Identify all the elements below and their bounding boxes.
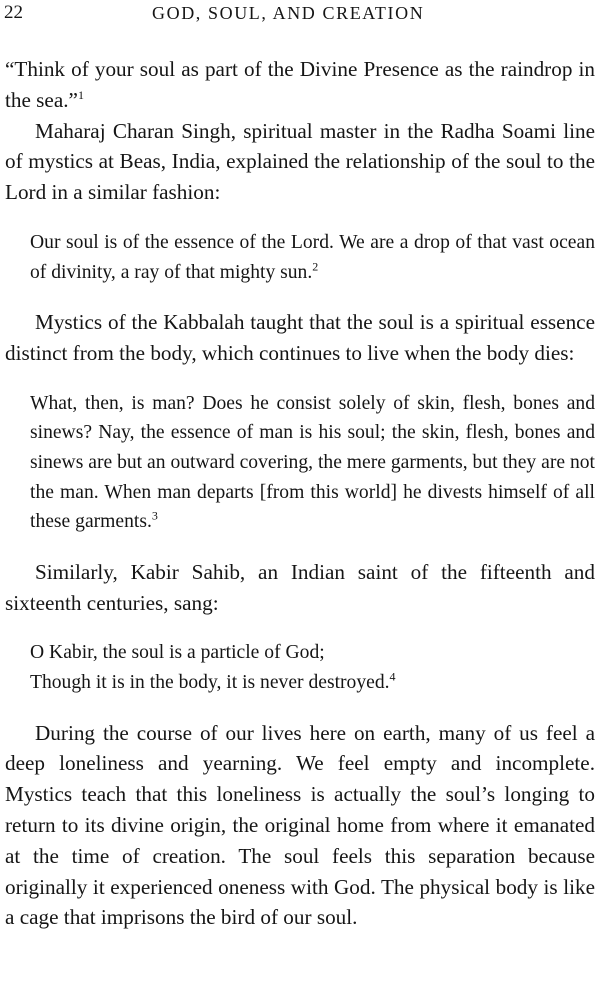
footnote-marker: 3 <box>151 508 158 523</box>
paragraph-kabir: Similarly, Kabir Sahib, an Indian saint of the fifteenth and sixteenth centuries, sang: <box>5 559 595 615</box>
block-quote-charan-singh <box>30 228 595 287</box>
block-quote-kabir <box>30 638 595 697</box>
page-number: 22 <box>4 2 23 23</box>
quote-text: What, then, is man? Does he consist solely of skin, flesh, bones and sinews? Nay, the essence of man is his soul; the skin, flesh, bones and sinews are but an outward covering, the mere garments, but they are not the man. When man departs [from this world] he divests himself of all these garments. <box>30 392 595 533</box>
paragraph-loneliness: During the course of our lives here on earth, many of us feel a deep loneliness and yearning. We feel empty and incomplete. Mystics teach that this loneliness is actually the soul’s longing to return to its divine origin, the original home from where it emanated at the time of creation. The soul feels this separation because originally it experienced oneness with God. The physical body is like a cage that imprisons the bird of our soul. <box>5 720 595 930</box>
poem-line-1: O Kabir, the soul is a particle of God; <box>30 642 325 664</box>
footnote-marker: 2 <box>312 259 319 274</box>
paragraph-text: “Think of your soul as part of the Divine Presence as the raindrop in the sea.” <box>5 57 595 112</box>
paragraph-raindrop <box>5 54 595 116</box>
poem-line-2 <box>30 668 595 698</box>
running-title: GOD, SOUL, AND CREATION <box>152 3 425 23</box>
quote-text: Our soul is of the essence of the Lord. We are a drop of that vast ocean of divinity, a ray of that mighty sun. <box>30 231 595 283</box>
paragraph-kabbalah: Mystics of the Kabbalah taught that the soul is a spiritual essence distinct from the body, which continues to live when the body dies: <box>5 310 595 365</box>
body-text <box>5 54 595 933</box>
footnote-marker: 1 <box>77 87 84 102</box>
running-head <box>4 0 596 28</box>
poem-line-text: Though it is in the body, it is never destroyed. <box>30 671 390 693</box>
footnote-marker: 4 <box>389 669 396 684</box>
block-quote-kabbalah <box>30 389 595 537</box>
paragraph-charan-singh: Maharaj Charan Singh, spiritual master in the Radha Soami line of mystics at Beas, India, explained the relationship of the soul to the Lord in a similar fashion: <box>5 118 595 205</box>
